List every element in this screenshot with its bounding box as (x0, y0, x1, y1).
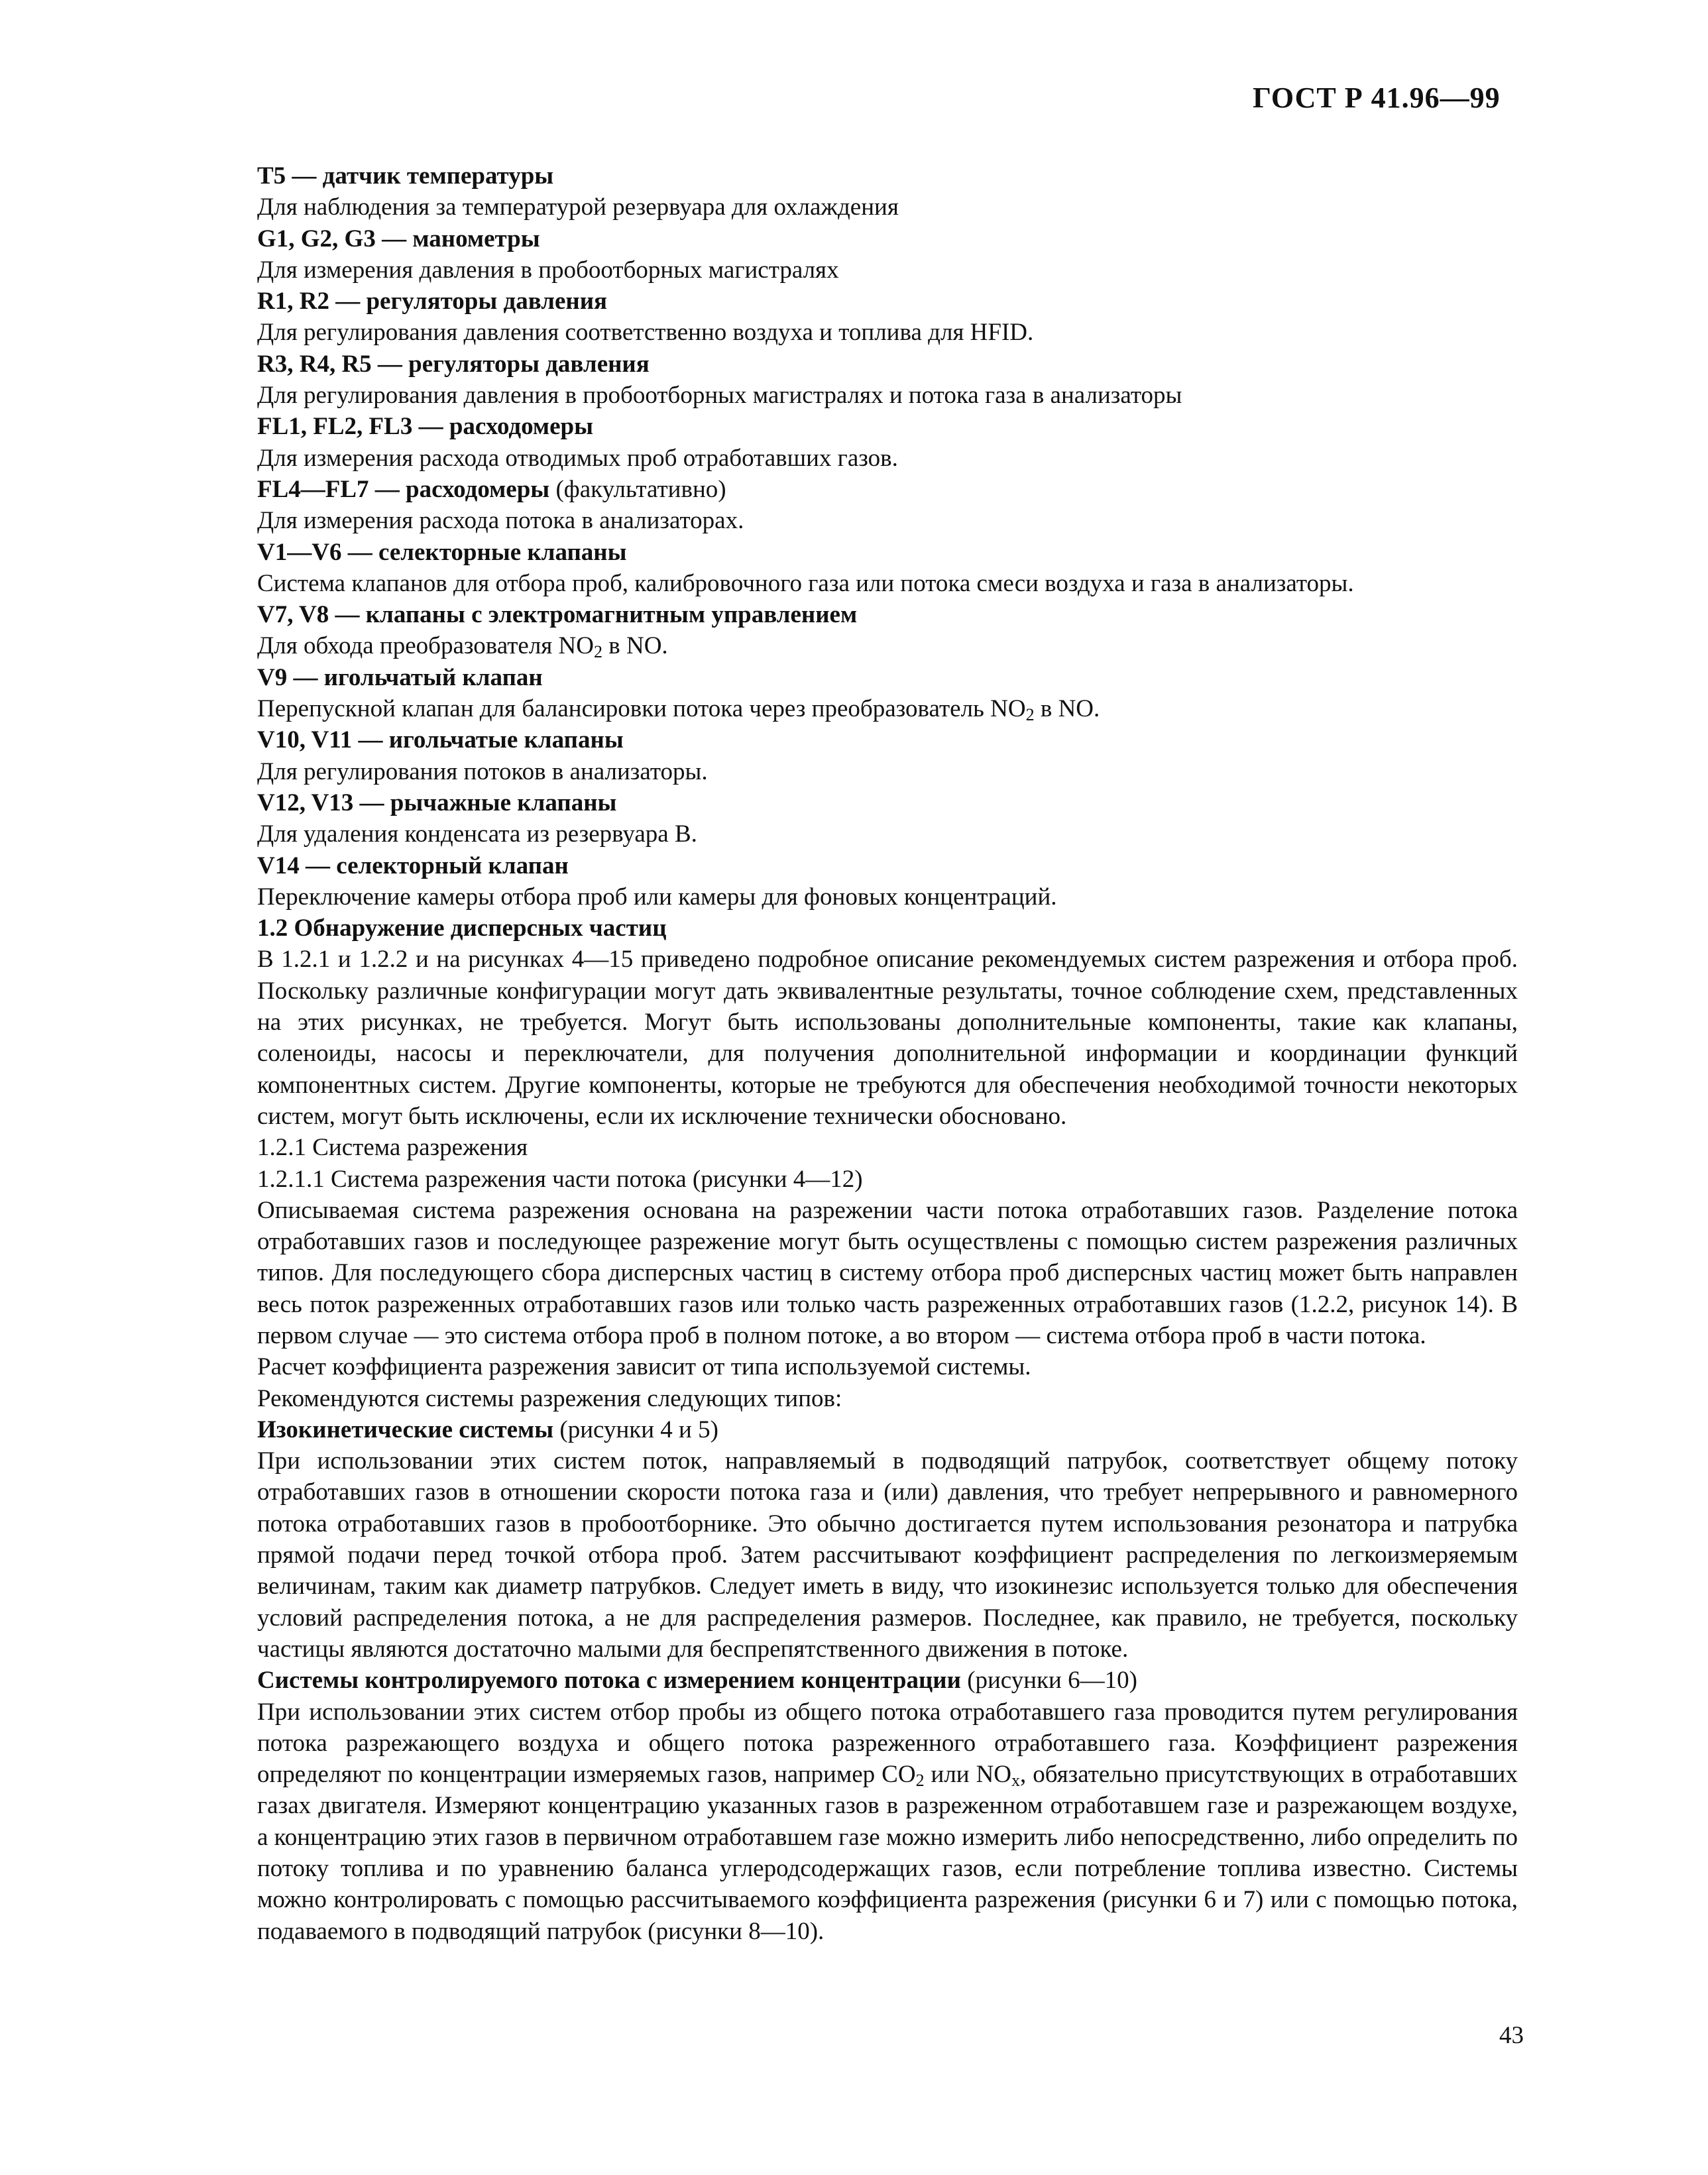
page-number: 43 (1499, 2022, 1524, 2049)
definition-desc: Для измерения расхода потока в анализаторах. (257, 507, 744, 535)
isokinetic-heading: Изокинетические системы (рисунки 4 и 5) (257, 1416, 718, 1443)
document-body (199, 160, 1518, 1947)
recommended-types-paragraph: Рекомендуются системы разрежения следующих типов: (257, 1384, 842, 1412)
definition-term: T5 — датчик температуры (257, 162, 554, 190)
isokinetic-paragraph: При использовании этих систем поток, направляемый в подводящий патрубок, соответствует общему потоку отработавших газов в отношении скорости потока газа и (или) давления, что требует непрерывного и равномерного потока отработавших газов в пробоотборнике. Это обычно достигается путем использования резонатора и патрубка прямой подачи перед точкой отбора проб. Затем рассчитывают коэффициент распределения по легкоизмеряемым величинам, таким как диаметр патрубков. Следует иметь в виду, что изокинезис используется только для обеспечения условий распределения потока, а не для распределения размеров. Последнее, как правило, не требуется, поскольку частицы являются достаточно малыми для беспрепятственного движения в потоке. (257, 1447, 1518, 1663)
definition-term: V10, V11 — игольчатые клапаны (257, 726, 624, 754)
section-heading-1-2: 1.2 Обнаружение дисперсных частиц (257, 915, 667, 942)
definition-term: FL4—FL7 — расходомеры (факультативно) (257, 475, 726, 503)
definition-desc: Перепускной клапан для балансировки потока через преобразователь $NO_2$ в NO. (257, 695, 1100, 725)
section-heading-1-2-1: 1.2.1 Система разрежения (257, 1134, 528, 1162)
definition-term: V1—V6 — селекторные клапаны (257, 538, 627, 566)
dilution-ratio-paragraph: Расчет коэффициента разрежения зависит от типа используемой системы. (257, 1353, 1031, 1381)
definition-desc: Для измерения расхода отводимых проб отработавших газов. (257, 444, 898, 472)
section-1-2-1-1-paragraph: Описываемая система разрежения основана на разрежении части потока отработавших газов. Разделение потока отработавших газов и последующее разрежение могут быть осуществлены с помощью систем разрежения различных типов. Для последующего сбора дисперсных частиц в систему отбора проб дисперсных частиц может быть направлен весь поток разреженных отработавших газов или только часть разреженных отработавших газов (1.2.2, рисунок 14). В первом случае — это система отбора проб в полном потоке, а во втором — система отбора проб в части потока. (257, 1196, 1518, 1349)
definition-desc: Для удаления конденсата из резервуара В. (257, 820, 697, 848)
definition-desc: Переключение камеры отбора проб или камеры для фоновых концентраций. (257, 883, 1057, 911)
definition-term: V12, V13 — рычажные клапаны (257, 789, 617, 816)
controlled-flow-paragraph: При использовании этих систем отбор пробы из общего потока отработавшего газа проводится путем регулирования потока разрежающего воздуха и общего потока разреженного отработавшего газа. Коэффициент разрежения определяют по концентрации измеряемых газов, например $CO_2$ или $NO_x$, обязательно присутствующих в отработавших газах двигателя. Измеряют концентрацию указанных газов в разреженном отработавшем газе и разрежающем воздухе, а концентрацию этих газов в первичном отработавшем газе можно измерить либо непосредственно, либо определить по потоку топлива и по уравнению баланса углеродсодержащих газов, если потребление топлива известно. Системы можно контролировать с помощью рассчитываемого коэффициента разрежения (рисунки 6 и 7) или с помощью потока, подаваемого в подводящий патрубок (рисунки 8—10). (257, 1698, 1518, 1945)
definition-desc: Для измерения давления в пробоотборных магистралях (257, 256, 839, 284)
section-heading-1-2-1-1: 1.2.1.1 Система разрежения части потока (рисунки 4—12) (257, 1165, 863, 1193)
definition-desc: Для регулирования давления в пробоотборных магистралях и потока газа в анализаторы (257, 382, 1182, 410)
section-1-2-paragraph: В 1.2.1 и 1.2.2 и на рисунках 4—15 приведено подробное описание рекомендуемых систем разрежения и отбора проб. Поскольку различные конфигурации могут дать эквивалентные результаты, точное соблюдение схем, представленных на этих рисунках, не требуется. Могут быть использованы дополнительные компоненты, такие как клапаны, соленоиды, насосы и переключатели, для получения дополнительной информации и координации функций компонентных систем. Другие компоненты, которые не требуются для обеспечения необходимой точности некоторых систем, могут быть исключены, если их исключение технически обосновано. (257, 946, 1518, 1130)
definition-desc: Система клапанов для отбора проб, калибровочного газа или потока смеси воздуха и газа в анализаторы. (257, 569, 1354, 597)
standard-code: ГОСТ Р 41.96—99 (1253, 82, 1501, 114)
definition-term: FL1, FL2, FL3 — расходомеры (257, 413, 593, 441)
definitions-list (199, 160, 1518, 913)
definition-term: V9 — игольчатый клапан (257, 663, 543, 691)
definition-term: V7, V8 — клапаны с электромагнитным управлением (257, 601, 858, 629)
definition-desc: Для регулирования давления соответственно воздуха и топлива для HFID. (257, 319, 1034, 347)
definition-desc: Для обхода преобразователя $NO_2$ в NO. (257, 632, 668, 662)
definition-desc: Для регулирования потоков в анализаторы. (257, 757, 708, 785)
definition-term: R3, R4, R5 — регуляторы давления (257, 350, 650, 378)
definition-term: V14 — селекторный клапан (257, 852, 569, 879)
definition-term: R1, R2 — регуляторы давления (257, 288, 608, 315)
controlled-flow-heading: Системы контролируемого потока с измерением концентрации (рисунки 6—10) (257, 1667, 1137, 1695)
definition-term: G1, G2, G3 — манометры (257, 225, 540, 252)
definition-desc: Для наблюдения за температурой резервуара для охлаждения (257, 194, 899, 221)
